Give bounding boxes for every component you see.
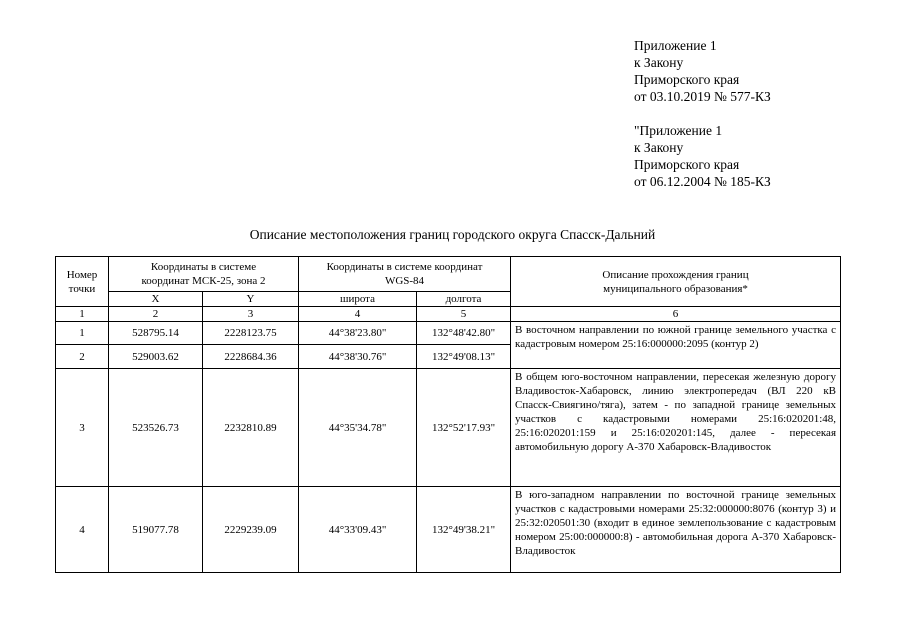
header-line: от 03.10.2019 № 577-КЗ [634, 89, 771, 104]
header-text: Координаты в системе координат [326, 261, 483, 273]
coord-x: 523526.73 [109, 369, 203, 487]
col-num: 1 [56, 307, 109, 322]
col-num: 3 [203, 307, 299, 322]
header-line: к Закону [634, 140, 684, 155]
header-line: к Закону [634, 55, 684, 70]
coord-x: 519077.78 [109, 487, 203, 573]
boundary-description: В общем юго-восточном направлении, пересекая железную дорогу Владивосток-Хабаровск, линию электропередач (ВЛ 220 кВ Спасск-Свиягино/тяга), затем - по западной границе земельных участков с кадастровыми номерами 25:16:020201:48, 25:16:020201:159 и 25:16:020201:145, далее - пересекая автомобильную дорогу А-370 Хабаровск-Владивосток [511, 369, 841, 487]
header-line: Приложение 1 [634, 38, 717, 53]
header-text: Номер [66, 268, 98, 281]
coord-x: 529003.62 [109, 345, 203, 369]
header-text: муниципального образования* [603, 282, 748, 295]
col-num: 2 [109, 307, 203, 322]
latitude: 44°33'09.43" [299, 487, 417, 573]
latitude: 44°38'23.80" [299, 322, 417, 345]
col-num: 4 [299, 307, 417, 322]
coord-y: 2229239.09 [203, 487, 299, 573]
point-number: 4 [56, 487, 109, 573]
table-row-spacer [56, 487, 841, 515]
coord-y: 2228123.75 [203, 322, 299, 345]
header-line: Приморского края [634, 157, 740, 172]
col-desc-header [511, 257, 841, 307]
point-number: 2 [56, 345, 109, 369]
sub-lat: широта [299, 292, 417, 307]
boundary-description: В юго-западном направлении по восточной границе земельных участков с кадастровыми номерами 25:32:000000:8076 (контур 3) и 25:32:020501:30 (входит в единое землепользование с кадастровым номером 25:00:000000:8) - автомобильная дорога А-370 Хабаровск-Владивосток [511, 487, 841, 573]
boundary-description: В восточном направлении по южной границе земельного участка с кадастровым номером 25:16:000000:2095 (контур 2) [511, 322, 841, 369]
latitude: 44°38'30.76" [299, 345, 417, 369]
col-num: 6 [511, 307, 841, 322]
latitude: 44°35'34.78" [299, 369, 417, 487]
longitude: 132°48'42.80" [417, 322, 511, 345]
coord-y: 2232810.89 [203, 369, 299, 487]
sub-y: Y [203, 292, 299, 307]
amendment-header [634, 37, 771, 105]
table-row [56, 322, 841, 345]
original-header [634, 122, 771, 190]
coord-y: 2228684.36 [203, 345, 299, 369]
header-text: координат МСК-25, зона 2 [141, 275, 266, 287]
col-msk-header [109, 257, 299, 292]
point-number: 1 [56, 322, 109, 345]
point-number: 3 [56, 369, 109, 487]
header-text: Описание прохождения границ [602, 268, 749, 281]
longitude: 132°52'17.93" [417, 369, 511, 487]
col-num: 5 [417, 307, 511, 322]
header-line: "Приложение 1 [634, 123, 723, 138]
longitude: 132°49'38.21" [417, 487, 511, 573]
document-title: Описание местоположения границ городского округа Спасск-Дальний [249, 227, 656, 242]
col-wgs-header [299, 257, 511, 292]
header-text: Координаты в системе [150, 261, 257, 273]
header-line: Приморского края [634, 72, 740, 87]
coord-x: 528795.14 [109, 322, 203, 345]
table-row-spacer [56, 369, 841, 377]
col-point-header [56, 257, 109, 307]
header-text: WGS-84 [384, 275, 425, 287]
header-line: от 06.12.2004 № 185-КЗ [634, 174, 771, 189]
header-row [56, 257, 841, 292]
column-numbers-row [56, 307, 841, 322]
sub-lon: долгота [417, 292, 511, 307]
longitude: 132°49'08.13" [417, 345, 511, 369]
sub-x: X [109, 292, 203, 307]
header-text: точки [68, 282, 96, 295]
boundary-table [55, 256, 841, 573]
